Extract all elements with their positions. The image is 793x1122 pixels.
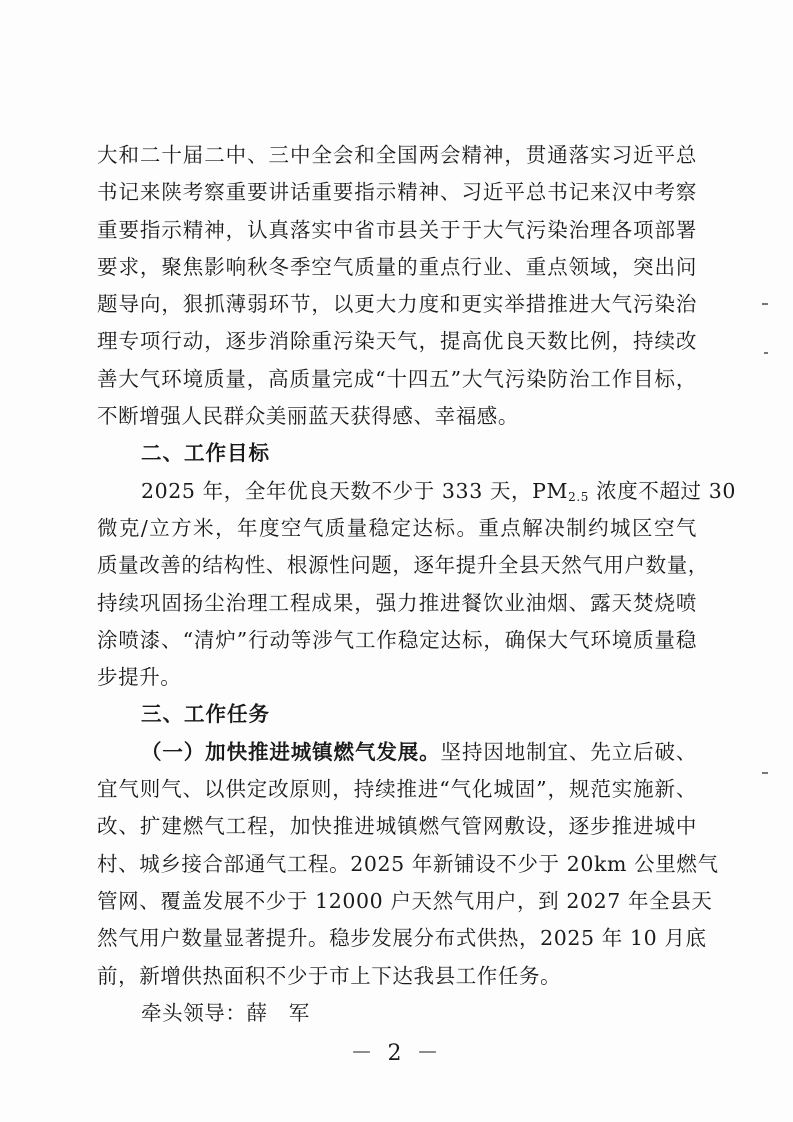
- text-line: 管网、覆盖发展不少于 12000 户天然气用户，到 2027 年全县天: [97, 888, 713, 913]
- text-line: 要求，聚焦影响秋冬季空气质量的重点行业、重点领域，突出问: [97, 254, 697, 279]
- text-line: 善大气环境质量，高质量完成“十四五”大气污染防治工作目标，: [97, 366, 697, 391]
- task-line1-rest: 坚持因地制宜、先立后破、: [440, 739, 697, 764]
- lead-leader-line: [97, 995, 697, 1032]
- section-heading-goals: 二、工作目标: [141, 441, 270, 466]
- text-line: 然气用户数量显著提升。稳步发展分布式供热，2025 年 10 月底: [97, 926, 707, 951]
- text-line: 书记来陕考察重要讲话重要指示精神、习近平总书记来汉中考察: [97, 180, 697, 205]
- document-body: [97, 137, 737, 1032]
- goals-paragraph: [97, 473, 737, 697]
- text-line: 重要指示精神，认真落实中省市县关于于大气污染治理各项部署: [97, 217, 697, 242]
- text-line: 不断增强人民群众美丽蓝天获得感、幸福感。: [97, 404, 519, 429]
- scan-mark: [764, 352, 768, 354]
- text-line: [97, 473, 737, 510]
- text-line: 步提升。: [97, 665, 182, 690]
- text-line: 宜气则气、以供定改原则，持续推进“气化城固”，规范实施新、: [97, 777, 697, 802]
- page-number: － 2 －: [350, 1041, 443, 1066]
- text-line: 持续巩固扬尘治理工程成果，强力推进餐饮业油烟、露天焚烧喷: [97, 590, 697, 615]
- text-line: 题导向，狠抓薄弱环节，以更大力度和更实举措推进大气污染治: [97, 292, 697, 317]
- tasks-paragraph: [97, 734, 719, 995]
- scan-mark: [762, 303, 768, 305]
- goals-line1-prefix: 2025 年，全年优良天数不少于 333 天，PM: [141, 478, 569, 503]
- text-line: 理专项行动，逐步消除重污染天气，提高优良天数比例，持续改: [97, 329, 697, 354]
- text-line: 涂喷漆、“清炉”行动等涉气工作稳定达标，确保大气环境质量稳: [97, 627, 697, 652]
- lead-label: 牵头领导：: [141, 1000, 247, 1025]
- lead-name: 薛 军: [246, 1000, 310, 1025]
- task-item-title: （一）加快推进城镇燃气发展。: [141, 739, 441, 764]
- text-line: 前，新增供热面积不少于市上下达我县工作任务。: [97, 963, 562, 988]
- scan-mark: [762, 772, 768, 774]
- text-line: 大和二十届二中、三中全会和全国两会精神，贯通落实习近平总: [97, 143, 697, 167]
- text-line: 微克/立方米，年度空气质量稳定达标。重点解决制约城区空气: [97, 515, 697, 540]
- text-line: [97, 734, 697, 771]
- goals-line1-suffix: 浓度不超过 30: [589, 478, 737, 503]
- text-line: 改、扩建燃气工程，加快推进城镇燃气管网敷设，逐步推进城中: [97, 814, 697, 839]
- text-line: 村、城乡接合部通气工程。2025 年新铺设不少于 20km 公里燃气: [97, 851, 719, 876]
- pm-subscript: 2.5: [568, 489, 590, 504]
- intro-paragraph: [97, 137, 697, 435]
- section-heading-tasks: 三、工作任务: [141, 702, 270, 727]
- text-line: 质量改善的结构性、根源性问题，逐年提升全县天然气用户数量，: [97, 553, 709, 578]
